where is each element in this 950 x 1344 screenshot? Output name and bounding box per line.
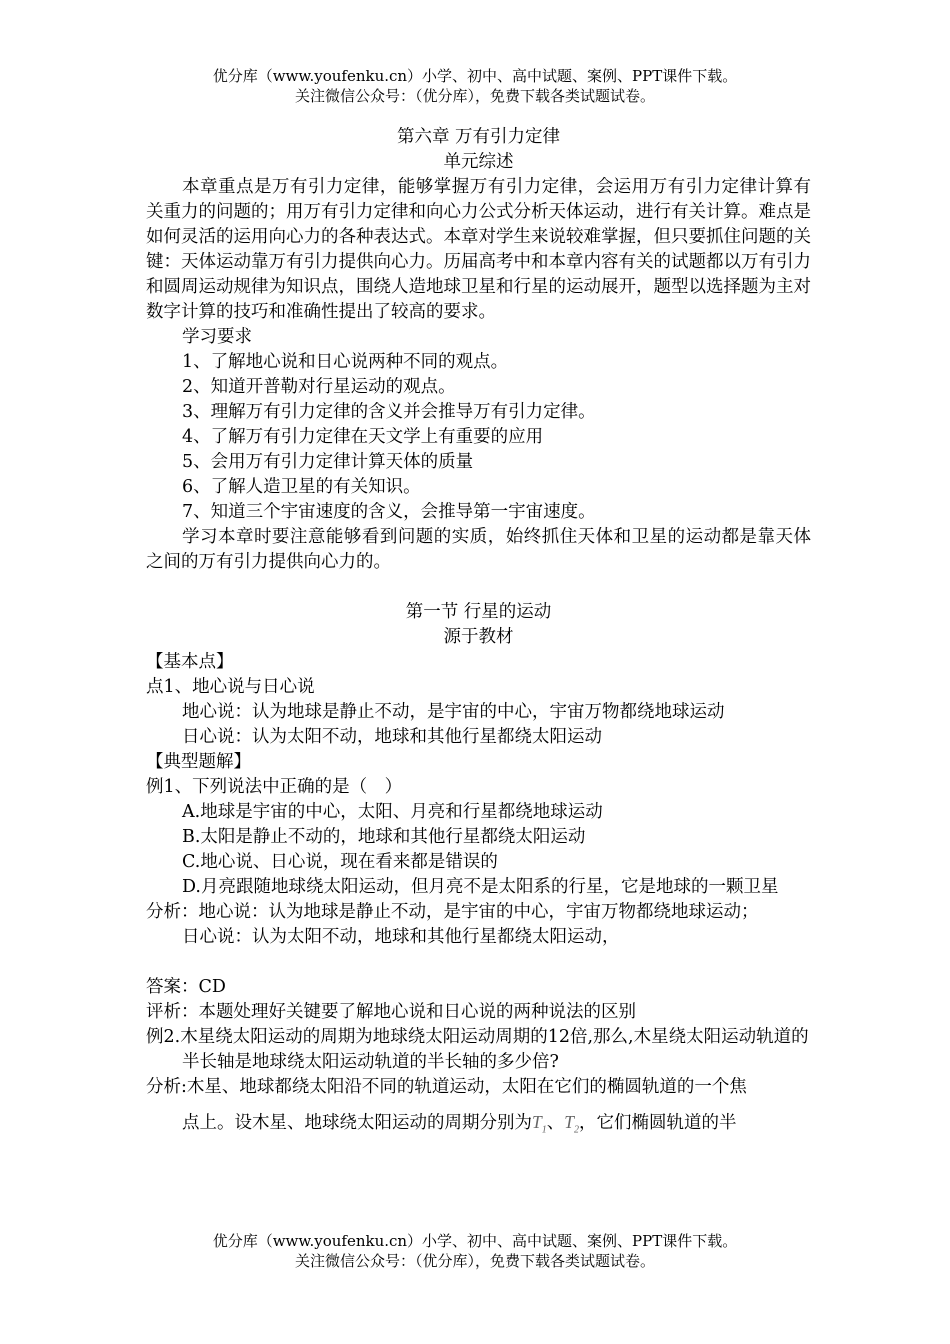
footer-line-2: 关注微信公众号：（优分库），免费下载各类试题试卷。 xyxy=(294,1252,655,1270)
header-line-2: 关注微信公众号：（优分库），免费下载各类试题试卷。 xyxy=(294,87,655,105)
requirement-item: 5、会用万有引力定律计算天体的质量 xyxy=(182,452,474,472)
section-subtitle: 源于教材 xyxy=(443,627,514,647)
page-footer xyxy=(0,1231,950,1271)
example-1-question: 例1、下列说法中正确的是（ ） xyxy=(146,777,403,797)
example-1-analysis: 分析：地心说：认为地球是静止不动，是宇宙的中心，宇宙万物都绕地球运动； xyxy=(146,902,759,922)
example-1-option-d: D.月亮跟随地球绕太阳运动，但月亮不是太阳系的行星，它是地球的一颗卫星 xyxy=(182,877,779,897)
example-1-comment: 评析：本题处理好关键要了解地心说和日心说的两种说法的区别 xyxy=(146,1002,636,1022)
separator: 、 xyxy=(546,1113,565,1133)
requirement-item: 7、知道三个宇宙速度的含义，会推导第一宇宙速度。 xyxy=(182,502,596,522)
requirement-item: 4、了解万有引力定律在天文学上有重要的应用 xyxy=(182,427,544,447)
section-title: 第一节 行星的运动 xyxy=(405,602,552,622)
analysis-text-end: ，它们椭圆轨道的半 xyxy=(578,1113,737,1133)
example-1-analysis-cont: 日心说：认为太阳不动，地球和其他行星都绕太阳运动， xyxy=(182,927,620,947)
period-symbol-t2: $T_2$ xyxy=(564,1112,579,1136)
example-2-analysis-cont xyxy=(146,1110,811,1143)
footer-line-1: 优分库（www.youfenku.cn）小学、初中、高中试题、案例、PPT课件下载。 xyxy=(212,1232,738,1250)
requirement-item: 6、了解人造卫星的有关知识。 xyxy=(182,477,421,497)
point-1-heading: 点1、地心说与日心说 xyxy=(146,677,315,697)
requirement-item: 1、了解地心说和日心说两种不同的观点。 xyxy=(182,352,509,372)
typical-problems-tag: 【典型题解】 xyxy=(146,752,251,772)
example-1-option-a: A.地球是宇宙的中心，太阳、月亮和行星都绕地球运动 xyxy=(182,802,603,822)
example-1-option-c: C.地心说、日心说，现在看来都是错误的 xyxy=(182,852,498,872)
heliocentric-definition: 日心说：认为太阳不动，地球和其他行星都绕太阳运动 xyxy=(182,727,602,747)
chapter-title: 第六章 万有引力定律 xyxy=(396,127,561,147)
chapter-subtitle: 单元综述 xyxy=(443,152,514,172)
chapter-overview: 本章重点是万有引力定律，能够掌握万有引力定律，会运用万有引力定律计算有关重力的问题的；用万有引力定律和向心力公式分析天体运动，进行有关计算。难点是如何灵活的运用向心力的各种表达式。本章对学生来说较难掌握，但只要抓住问题的关键：天体运动靠万有引力提供向心力。历届高考中和本章内容有关的试题都以万有引力和圆周运动规律为知识点，围绕人造地球卫星和行星的运动展开，题型以选择题为主对数字计算的技巧和准确性提出了较高的要求。 xyxy=(146,177,811,322)
example-2-question: 例2.木星绕太阳运动的周期为地球绕太阳运动周期的12倍,那么,木星绕太阳运动轨道的半长轴是地球绕太阳运动轨道的半长轴的多少倍? xyxy=(146,1027,809,1072)
analysis-text: 点上。设木星、地球绕太阳运动的周期分别为 xyxy=(182,1113,532,1133)
document-body xyxy=(146,125,811,1143)
period-symbol-t1: $T_1$ xyxy=(532,1112,547,1136)
header-line-1: 优分库（www.youfenku.cn）小学、初中、高中试题、案例、PPT课件下载。 xyxy=(212,67,738,85)
requirements-title: 学习要求 xyxy=(182,327,252,347)
geocentric-definition: 地心说：认为地球是静止不动，是宇宙的中心，宇宙万物都绕地球运动 xyxy=(182,702,725,722)
example-2-analysis: 分析:木星、地球都绕太阳沿不同的轨道运动，太阳在它们的椭圆轨道的一个焦 xyxy=(146,1077,747,1097)
example-1-option-b: B.太阳是静止不动的，地球和其他行星都绕太阳运动 xyxy=(182,827,586,847)
example-1-answer: 答案：CD xyxy=(146,977,226,997)
requirement-item: 2、知道开普勒对行星运动的观点。 xyxy=(182,377,456,397)
basic-point-tag: 【基本点】 xyxy=(146,652,234,672)
chapter-closing: 学习本章时要注意能够看到问题的实质，始终抓住天体和卫星的运动都是靠天体之间的万有引力提供向心力的。 xyxy=(146,527,811,572)
page-header xyxy=(0,66,950,106)
requirement-item: 3、理解万有引力定律的含义并会推导万有引力定律。 xyxy=(182,402,596,422)
